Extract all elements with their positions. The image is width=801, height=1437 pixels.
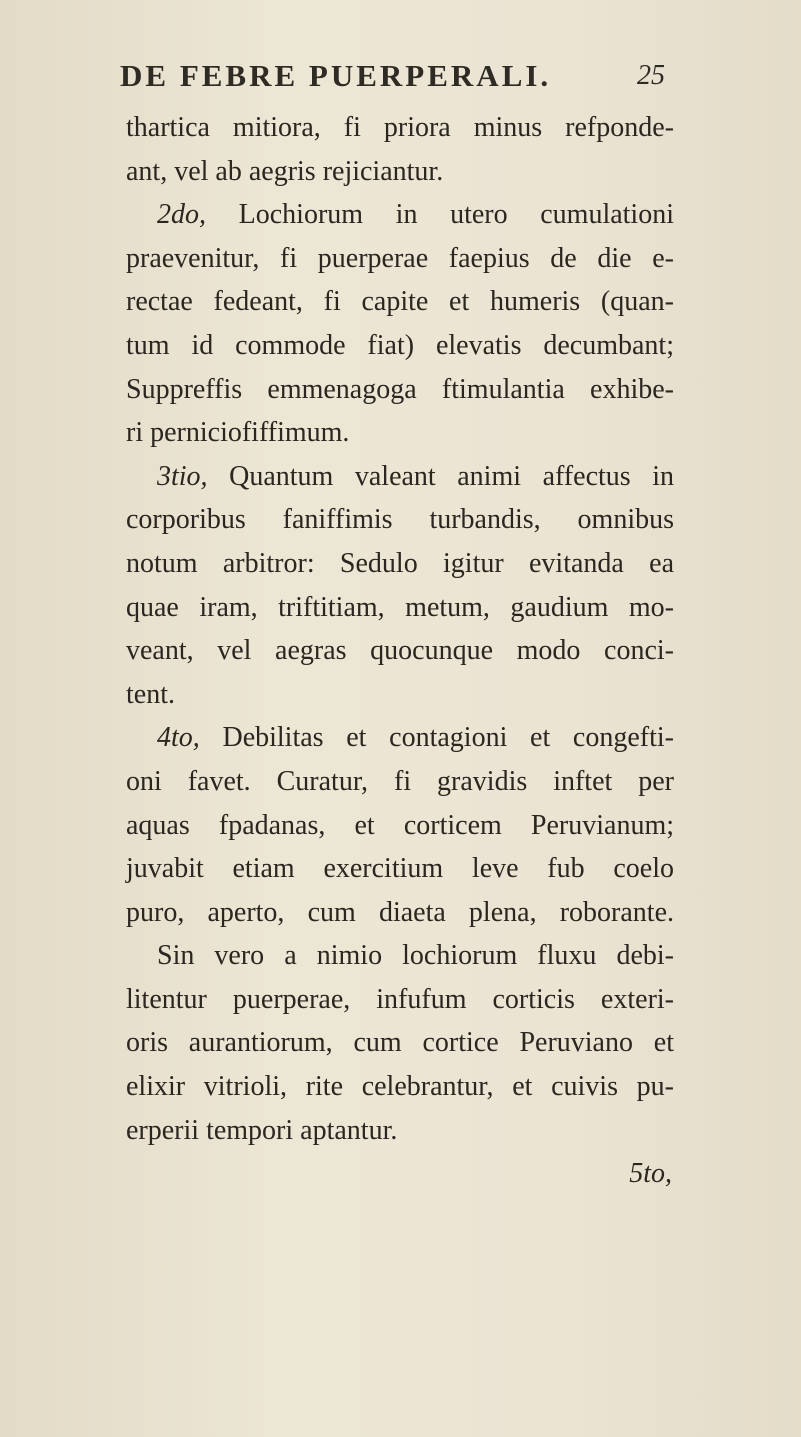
text-line: 3tio, Quantum valeant animi affectus in: [157, 460, 674, 492]
catchword: 5to,: [629, 1158, 672, 1190]
item-ordinal: 2do,: [157, 199, 206, 231]
running-head: DE FEBRE PUERPERALI.: [120, 58, 552, 93]
text-line: juvabit etiam exercitium leve fub coelo: [126, 853, 674, 885]
page-header: [120, 58, 665, 104]
text-line: ant, vel ab aegris rejiciantur.: [126, 155, 444, 187]
text-line: quae iram, triftitiam, metum, gaudium mo-: [126, 591, 674, 623]
text-line: oris aurantiorum, cum cortice Peruviano et: [126, 1027, 674, 1059]
text-line: corporibus faniffimis turbandis, omnibus: [126, 504, 674, 536]
text-line: tum id commode fiat) elevatis decumbant;: [126, 329, 674, 361]
text-line: notum arbitror: Sedulo igitur evitanda ea: [126, 547, 674, 579]
text-line: praevenitur, fi puerperae faepius de die e-: [126, 242, 674, 274]
item-ordinal: 3tio,: [157, 460, 208, 492]
text-line: Sin vero a nimio lochiorum fluxu debi-: [157, 940, 674, 972]
text-line: rectae fedeant, fi capite et humeris (quan-: [126, 286, 674, 318]
text-line: ri perniciofiffimum.: [126, 417, 350, 449]
text-line: Suppreffis emmenagoga ftimulantia exhibe-: [126, 373, 674, 405]
text-line: 2do, Lochiorum in utero cumulationi: [157, 199, 674, 231]
text-line: puro, aperto, cum diaeta plena, roborante.: [126, 896, 674, 928]
text-line: erperii tempori aptantur.: [126, 1114, 398, 1146]
text-line: oni favet. Curatur, fi gravidis inftet per: [126, 765, 674, 797]
text-line: litentur puerperae, infufum corticis exteri-: [126, 983, 674, 1015]
text-line: thartica mitiora, fi priora minus refponde-: [126, 112, 674, 143]
text-line: aquas fpadanas, et corticem Peruvianum;: [126, 809, 674, 841]
body-text: [126, 106, 674, 1196]
page-number: 25: [637, 60, 665, 91]
text-line: tent.: [126, 678, 175, 710]
text-line: veant, vel aegras quocunque modo conci-: [126, 635, 674, 667]
text-line: 4to, Debilitas et contagioni et congefti-: [157, 722, 674, 754]
text-line: elixir vitrioli, rite celebrantur, et cuivis pu-: [126, 1071, 674, 1103]
item-ordinal: 4to,: [157, 722, 200, 754]
